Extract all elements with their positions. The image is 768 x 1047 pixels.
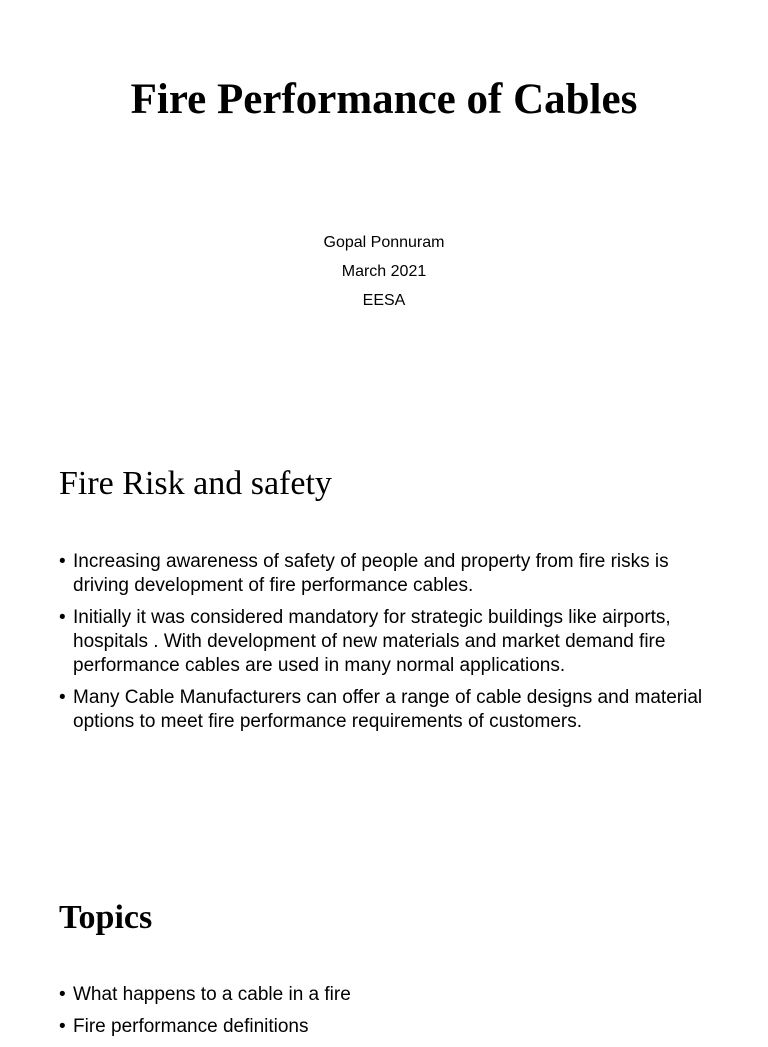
bullet-list	[59, 983, 709, 1047]
bullet-item	[59, 983, 709, 1007]
bullet-icon: •	[59, 551, 66, 572]
bullet-text: Increasing awareness of safety of people and property from fire risks is driving development of fire performance cables.	[73, 551, 669, 596]
bullet-item	[59, 1015, 709, 1039]
presentation-title: Fire Performance of Cables	[130, 76, 638, 123]
fire-risk-slide	[0, 420, 768, 850]
title-slide-subtitle	[0, 228, 768, 315]
bullet-text: Fire performance definitions	[73, 1016, 309, 1037]
bullet-item	[59, 606, 709, 678]
presentation-date: March 2021	[341, 263, 427, 280]
bullet-item	[59, 550, 709, 598]
bullet-icon: •	[59, 687, 66, 708]
bullet-icon: •	[59, 984, 66, 1005]
bullet-item	[59, 686, 709, 734]
slide-heading: Fire Risk and safety	[59, 465, 332, 502]
bullet-text: What happens to a cable in a fire	[73, 984, 351, 1005]
bullet-text: Many Cable Manufacturers can offer a range of cable designs and material options to meet fire performance requirements of customers.	[73, 687, 703, 732]
bullet-icon: •	[59, 1016, 66, 1037]
slide-heading: Topics	[59, 899, 153, 936]
title-slide	[0, 0, 768, 420]
author-name: Gopal Ponnuram	[323, 234, 445, 251]
organization-name: EESA	[362, 292, 406, 309]
bullet-icon: •	[59, 607, 66, 628]
topics-slide	[0, 850, 768, 1037]
bullet-list	[59, 550, 709, 742]
bullet-text: Initially it was considered mandatory for strategic buildings like airports, hospitals . With development of new materials and market demand fire performance cables are used in many normal applications.	[73, 607, 671, 676]
